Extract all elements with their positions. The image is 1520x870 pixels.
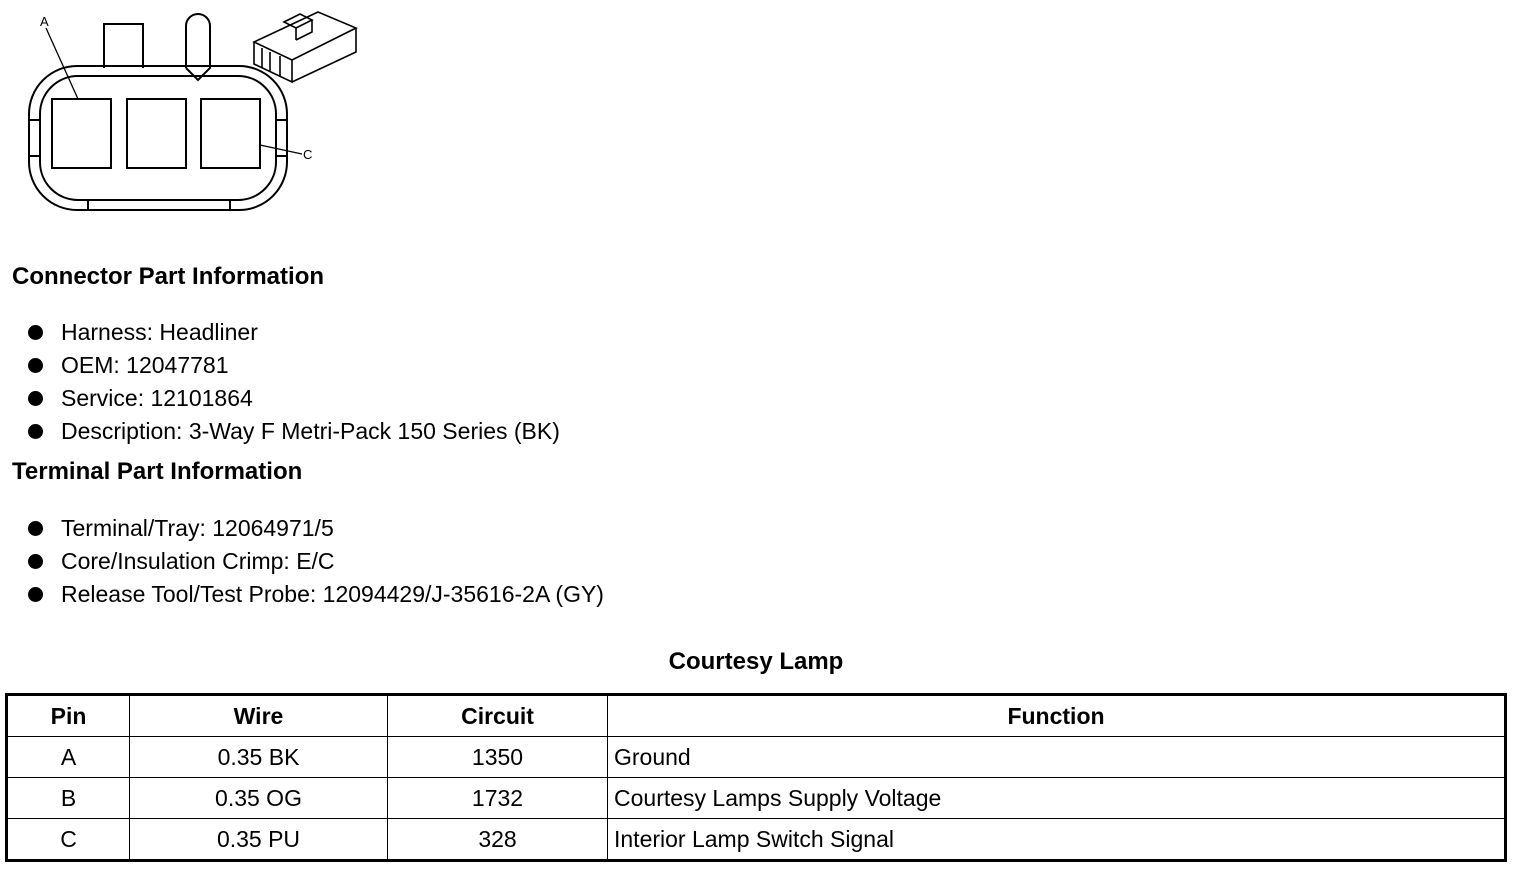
cell-pin: A: [7, 737, 130, 778]
pinout-table: [5, 693, 1507, 862]
connector-face-drawing: [0, 0, 380, 230]
cell-wire: 0.35 BK: [130, 737, 388, 778]
connector-section-title: Connector Part Information: [12, 263, 325, 290]
header-wire: Wire: [130, 695, 388, 737]
cell-function: Interior Lamp Switch Signal: [608, 819, 1506, 861]
list-item-text: Core/Insulation Crimp: E/C: [61, 548, 335, 574]
list-item: [28, 382, 560, 415]
table-row: [7, 819, 1506, 861]
list-item: [28, 415, 560, 448]
cell-pin: B: [7, 778, 130, 819]
cavity-a: [52, 99, 111, 168]
bullet-icon: [28, 325, 43, 340]
list-item-text: Release Tool/Test Probe: 12094429/J-35616-2A (GY): [61, 581, 604, 607]
list-item-text: Terminal/Tray: 12064971/5: [61, 515, 334, 541]
table-header-row: [7, 695, 1506, 737]
cavity-c: [201, 99, 260, 168]
header-circuit: Circuit: [388, 695, 608, 737]
terminal-section-title: Terminal Part Information: [12, 458, 303, 485]
header-function: Function: [608, 695, 1506, 737]
list-item: [28, 545, 604, 578]
callout-a-label: A: [40, 14, 49, 29]
header-pin: Pin: [7, 695, 130, 737]
list-item-text: OEM: 12047781: [61, 352, 229, 378]
bullet-icon: [28, 554, 43, 569]
table-row: [7, 737, 1506, 778]
list-item-text: Service: 12101864: [61, 385, 253, 411]
connector-tab-left: [104, 24, 143, 68]
list-item: [28, 349, 560, 382]
bullet-icon: [28, 587, 43, 602]
cell-function: Courtesy Lamps Supply Voltage: [608, 778, 1506, 819]
bullet-icon: [28, 391, 43, 406]
cell-pin: C: [7, 819, 130, 861]
connector-diagram: [0, 0, 380, 230]
cell-circuit: 328: [388, 819, 608, 861]
cell-circuit: 1350: [388, 737, 608, 778]
connector-outer-shell: [29, 66, 287, 210]
list-item: [28, 578, 604, 611]
cavity-b: [127, 99, 186, 168]
table-title: Courtesy Lamp: [668, 648, 844, 675]
table-row: [7, 778, 1506, 819]
cell-function: Ground: [608, 737, 1506, 778]
cell-wire: 0.35 PU: [130, 819, 388, 861]
list-item-text: Description: 3-Way F Metri-Pack 150 Series (BK): [61, 418, 560, 444]
terminal-info-list: [28, 512, 604, 611]
cell-wire: 0.35 OG: [130, 778, 388, 819]
bullet-icon: [28, 521, 43, 536]
bullet-icon: [28, 358, 43, 373]
connector-tab-right: [186, 14, 210, 80]
list-item: [28, 512, 604, 545]
list-item-text: Harness: Headliner: [61, 319, 258, 345]
cell-circuit: 1732: [388, 778, 608, 819]
list-item: [28, 316, 560, 349]
callout-c-label: C: [303, 147, 313, 162]
connector-iso-icon: [254, 12, 356, 82]
connector-info-list: [28, 316, 560, 448]
bullet-icon: [28, 424, 43, 439]
